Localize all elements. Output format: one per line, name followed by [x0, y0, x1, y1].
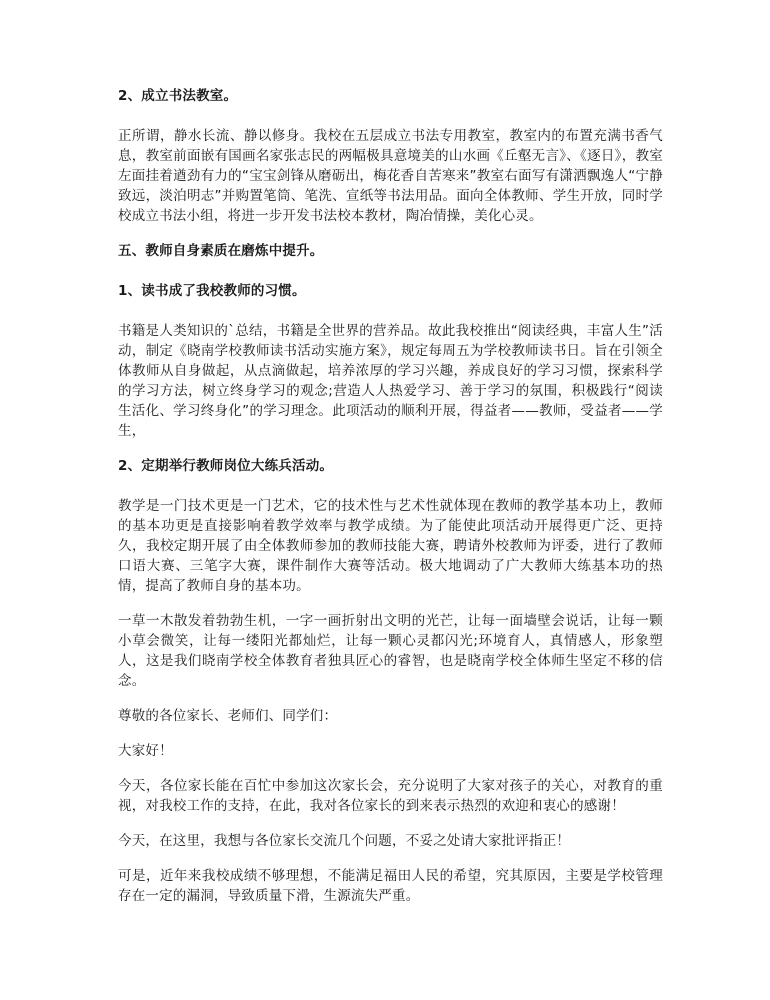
- paragraph: 一草一木散发着勃勃生机，一字一画折射出文明的光芒，让每一面墙壁会说话，让每一颗小草会微笑，让每一缕阳光都灿烂，让每一颗心灵都闪光;环境育人，真情感人，形象塑人，这是我们晓南学校全体教育者独具匠心的睿智，也是晓南学校全体师生坚定不移的信念。: [118, 613, 663, 689]
- paragraph: 书籍是人类知识的`总结，书籍是全世界的营养品。故此我校推出“阅读经典，丰富人生”活动，制定《晓南学校教师读书活动实施方案》，规定每周五为学校教师读书日。旨在引领全体教师从自身做起，从点滴做起，培养浓厚的学习兴趣，养成良好的学习习惯，探索科学的学习方法，树立终身学习的观念;营造人人热爱学习、善于学习的氛围，积极践行“阅读生活化、学习终身化”的学习理念。此项活动的顺利开展，得益者——教师，受益者——学生，: [118, 323, 663, 439]
- section-heading: 五、教师自身素质在磨炼中提升。: [118, 243, 324, 259]
- paragraph: 今天，在这里，我想与各位家长交流几个问题，不妥之处请大家批评指正！: [118, 833, 571, 849]
- section-heading: 1、读书成了我校教师的习惯。: [118, 283, 306, 299]
- document-page: [118, 86, 663, 921]
- paragraph: 可是，近年来我校成绩不够理想，不能满足福田人民的希望，究其原因，主要是学校管理存在一定的漏洞，导致质量下滑，生源流失严重。: [118, 868, 663, 904]
- section-heading: 2、定期举行教师岗位大练兵活动。: [118, 458, 334, 474]
- paragraph: 教学是一门技术更是一门艺术，它的技术性与艺术性就体现在教师的教学基本功上，教师的基本功更是直接影响着教学效率与教学成绩。为了能使此项活动开展得更广泛、更持久，我校定期开展了由全体教师参加的教师技能大赛，聘请外校教师为评委，进行了教师口语大赛、三笔字大赛，课件制作大赛等活动。极大地调动了广大教师大练基本功的热情，提高了教师自身的基本功。: [118, 498, 663, 594]
- greeting-line: 尊敬的各位家长、老师们、同学们：: [118, 708, 338, 724]
- section-heading: 2、成立书法教室。: [118, 88, 238, 104]
- greeting-line: 大家好！: [118, 743, 173, 759]
- paragraph: 今天，各位家长能在百忙中参加这次家长会，充分说明了大家对孩子的关心，对教育的重视，对我校工作的支持，在此，我对各位家长的到来表示热烈的欢迎和衷心的感谢！: [118, 778, 663, 814]
- paragraph: 正所谓，静水长流、静以修身。我校在五层成立书法专用教室，教室内的布置充满书香气息，教室前面嵌有国画名家张志民的两幅极具意境美的山水画《丘壑无言》、《逐日》，教室左面挂着遒劲有力的“宝宝剑锋从磨砺出，梅花香自苦寒来”教室右面写有潇洒飘逸人“宁静致远，淡泊明志”并购置笔筒、笔洗、宣纸等书法用品。面向全体教师、学生开放，同时学校成立书法小组，将进一步开发书法校本教材，陶冶情操，美化心灵。: [118, 128, 663, 224]
